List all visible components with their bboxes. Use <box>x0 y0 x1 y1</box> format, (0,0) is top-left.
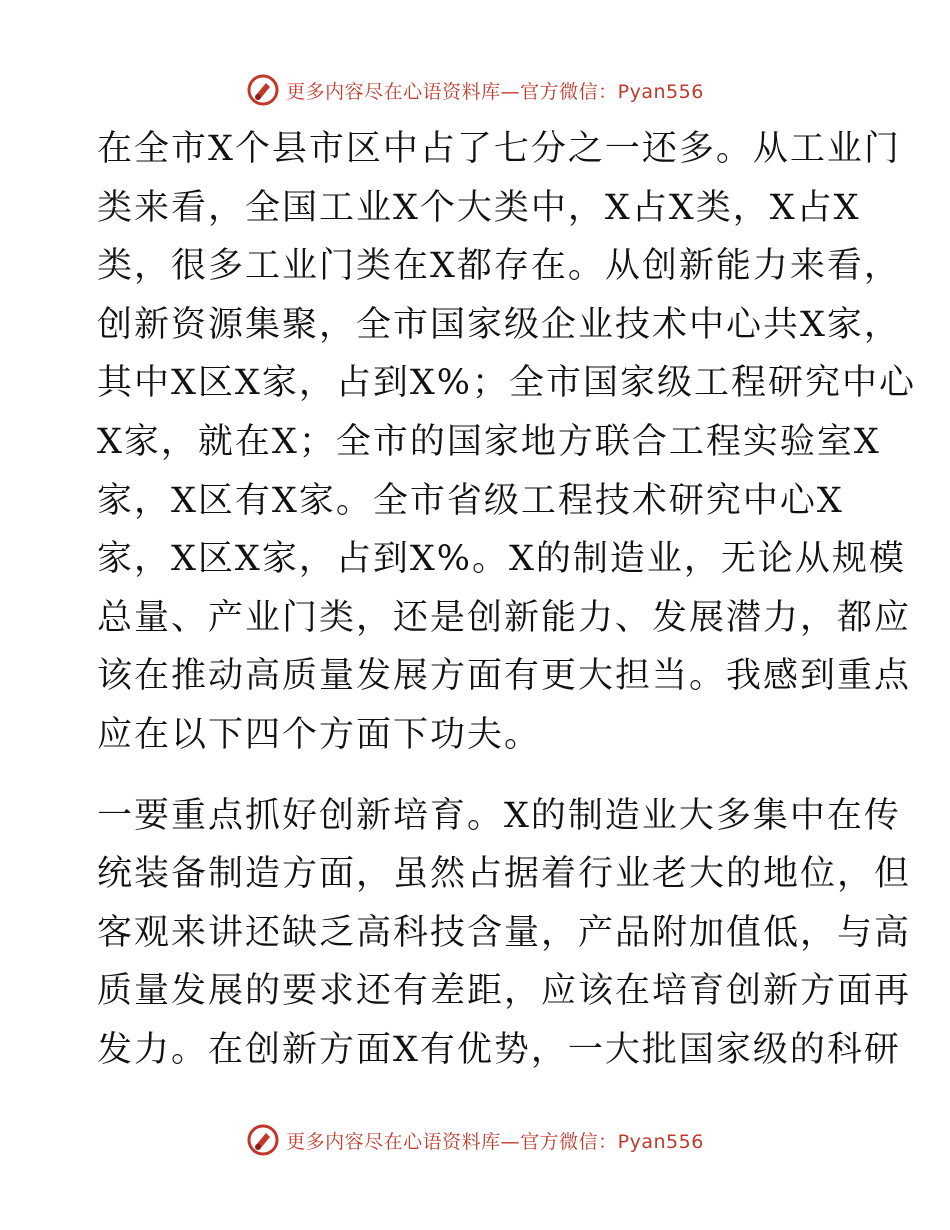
text-line: X家，就在X；全市的国家地方联合工程实验室X <box>97 421 881 462</box>
logo-icon <box>246 73 280 107</box>
text-line: 家，X区有X家。全市省级工程技术研究中心X <box>97 480 844 521</box>
text-line: 总量、产业门类，还是创新能力、发展潜力，都应 <box>97 597 912 638</box>
text-line: 创新资源集聚，全市国家级企业技术中心共X家， <box>97 304 901 345</box>
logo-icon <box>246 1123 280 1157</box>
text-line: 该在推动高质量发展方面有更大担当。我感到重点 <box>97 656 912 697</box>
text-line: 发力。在创新方面X有优势，一大批国家级的科研 <box>97 1029 901 1070</box>
footer-watermark-text: 更多内容尽在心语资料库—官方微信：Pyan556 <box>286 1130 704 1153</box>
text-line: 客观来讲还缺乏高科技含量，产品附加值低，与高 <box>97 912 912 953</box>
paragraph-2 <box>97 787 912 1080</box>
text-line: 应在以下四个方面下功夫。 <box>97 714 542 755</box>
paragraph-1 <box>97 120 917 765</box>
footer-watermark-banner <box>0 1120 950 1160</box>
text-line: 类，很多工业门类在X都存在。从创新能力来看， <box>97 246 901 287</box>
text-line: 在全市X个县市区中占了七分之一还多。从工业门 <box>97 129 901 169</box>
text-line: 类来看，全国工业X个大类中，X占X类，X占X <box>97 187 861 228</box>
text-line: 家，X区X家，占到X%。X的制造业，无论从规模 <box>97 539 906 580</box>
header-watermark-banner <box>0 70 950 110</box>
document-body <box>97 120 917 1080</box>
header-watermark-text: 更多内容尽在心语资料库—官方微信：Pyan556 <box>286 80 704 103</box>
text-line: 统装备制造方面，虽然占据着行业老大的地位，但 <box>97 854 912 895</box>
text-line: 一要重点抓好创新培育。X的制造业大多集中在传 <box>97 795 901 836</box>
text-line: 其中X区X家，占到X%；全市国家级工程研究中心 <box>97 363 917 404</box>
text-line: 质量发展的要求还有差距，应该在培育创新方面再 <box>97 971 912 1012</box>
